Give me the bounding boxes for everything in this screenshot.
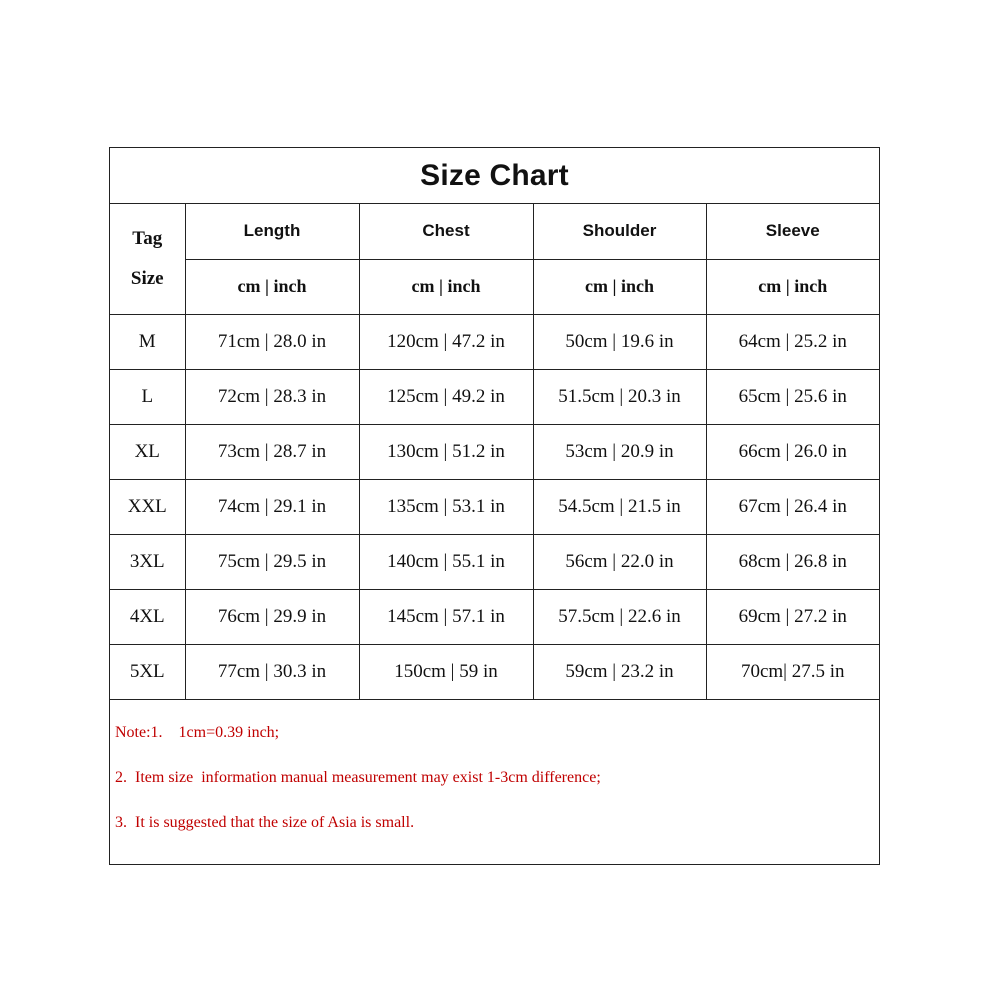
table-row — [110, 589, 879, 644]
chart-title: Size Chart — [420, 158, 569, 192]
measurement-cell: 71cm | 28.0 in — [185, 314, 359, 369]
measurement-cell: 74cm | 29.1 in — [185, 479, 359, 534]
measurement-cell: 73cm | 28.7 in — [185, 424, 359, 479]
measurement-cell: 66cm | 26.0 in — [706, 424, 879, 479]
measurement-cell: 150cm | 59 in — [359, 644, 533, 699]
measurement-cell: 50cm | 19.6 in — [533, 314, 706, 369]
measurement-cell: 135cm | 53.1 in — [359, 479, 533, 534]
size-cell: 4XL — [110, 589, 185, 644]
unit-label-shoulder: cm | inch — [533, 259, 706, 314]
size-table — [110, 204, 879, 700]
measurement-cell: 72cm | 28.3 in — [185, 369, 359, 424]
measurement-cell: 75cm | 29.5 in — [185, 534, 359, 589]
measurement-cell: 68cm | 26.8 in — [706, 534, 879, 589]
table-row — [110, 534, 879, 589]
unit-label-chest: cm | inch — [359, 259, 533, 314]
unit-label-length: cm | inch — [185, 259, 359, 314]
table-row — [110, 369, 879, 424]
column-header-sleeve: Sleeve — [706, 204, 879, 259]
measurement-cell: 59cm | 23.2 in — [533, 644, 706, 699]
measurement-cell: 70cm| 27.5 in — [706, 644, 879, 699]
measurement-cell: 120cm | 47.2 in — [359, 314, 533, 369]
unit-label-sleeve: cm | inch — [706, 259, 879, 314]
measurement-cell: 69cm | 27.2 in — [706, 589, 879, 644]
measurement-cell: 51.5cm | 20.3 in — [533, 369, 706, 424]
measurement-cell: 125cm | 49.2 in — [359, 369, 533, 424]
tag-size-header — [110, 204, 185, 314]
tag-label: Tag — [132, 227, 163, 249]
measurement-cell: 130cm | 51.2 in — [359, 424, 533, 479]
measurement-cell: 65cm | 25.6 in — [706, 369, 879, 424]
measurement-cell: 54.5cm | 21.5 in — [533, 479, 706, 534]
note-2: 2. Item size information manual measurement may exist 1-3cm difference; — [115, 769, 601, 786]
size-cell: 5XL — [110, 644, 185, 699]
header-row-labels — [110, 204, 879, 259]
size-cell: XL — [110, 424, 185, 479]
table-row — [110, 644, 879, 699]
column-header-chest: Chest — [359, 204, 533, 259]
measurement-cell: 64cm | 25.2 in — [706, 314, 879, 369]
measurement-cell: 140cm | 55.1 in — [359, 534, 533, 589]
note-1: Note:1. 1cm=0.39 inch; — [115, 724, 280, 741]
header-row-units — [110, 259, 879, 314]
column-header-shoulder: Shoulder — [533, 204, 706, 259]
size-cell: 3XL — [110, 534, 185, 589]
measurement-cell: 53cm | 20.9 in — [533, 424, 706, 479]
measurement-cell: 77cm | 30.3 in — [185, 644, 359, 699]
measurement-cell: 57.5cm | 22.6 in — [533, 589, 706, 644]
table-row — [110, 314, 879, 369]
size-cell: L — [110, 369, 185, 424]
measurement-cell: 145cm | 57.1 in — [359, 589, 533, 644]
measurement-cell: 56cm | 22.0 in — [533, 534, 706, 589]
title-row — [110, 148, 879, 204]
size-cell: M — [110, 314, 185, 369]
measurement-cell: 67cm | 26.4 in — [706, 479, 879, 534]
size-chart — [109, 147, 880, 865]
column-header-length: Length — [185, 204, 359, 259]
size-cell: XXL — [110, 479, 185, 534]
note-3: 3. It is suggested that the size of Asia is small. — [115, 814, 415, 831]
table-row — [110, 424, 879, 479]
size-label: Size — [130, 267, 164, 289]
table-row — [110, 479, 879, 534]
measurement-cell: 76cm | 29.9 in — [185, 589, 359, 644]
